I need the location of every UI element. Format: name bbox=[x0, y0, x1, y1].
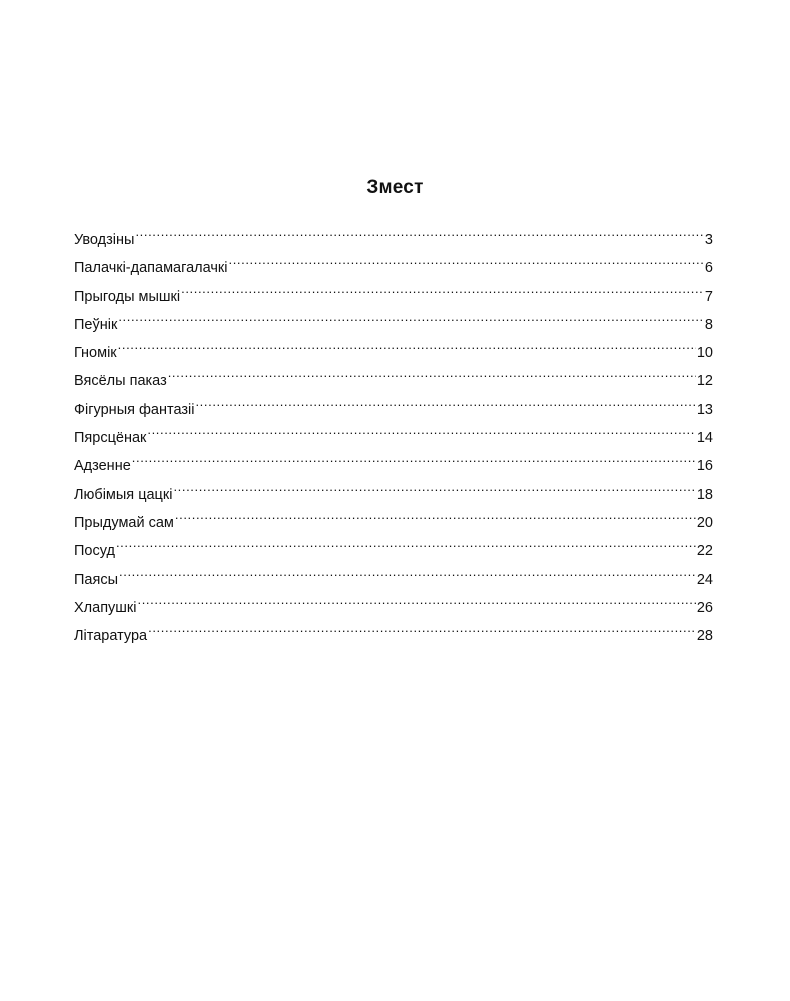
toc-entry-label: Фігурныя фантазіі bbox=[74, 401, 195, 418]
toc-entry-page: 3 bbox=[704, 232, 713, 248]
toc-dot-leader bbox=[116, 531, 696, 555]
toc-entry[interactable] bbox=[74, 588, 713, 616]
toc-entry[interactable] bbox=[74, 475, 713, 503]
toc-entry-page: 16 bbox=[696, 458, 713, 475]
toc-dot-leader bbox=[118, 305, 704, 329]
toc-entry-label: Посуд bbox=[74, 543, 115, 560]
toc-entry[interactable] bbox=[74, 305, 713, 333]
toc-entry-label: Пеўнік bbox=[74, 316, 118, 333]
toc-entry-label: Літаратура bbox=[74, 628, 148, 645]
toc-entry[interactable] bbox=[74, 531, 713, 559]
toc-entry-label: Хлапушкі bbox=[74, 599, 137, 616]
toc-entry-page: 14 bbox=[696, 430, 713, 447]
toc-dot-leader bbox=[138, 588, 696, 612]
toc-entry[interactable] bbox=[74, 361, 713, 389]
toc-entry-label: Вясёлы паказ bbox=[74, 373, 167, 390]
toc-entry[interactable] bbox=[74, 390, 713, 418]
toc-entry-label: Прыдумай сам bbox=[74, 514, 174, 531]
toc-entry-label: Адзенне bbox=[74, 458, 131, 475]
toc-entry-page: 8 bbox=[704, 316, 713, 333]
toc-entry-label: Уводзіны bbox=[74, 232, 135, 248]
toc-entry-page: 28 bbox=[696, 628, 713, 645]
toc-entry-label: Любімыя цацкі bbox=[74, 486, 173, 503]
toc-title: Змест bbox=[366, 176, 424, 198]
toc-dot-leader bbox=[168, 361, 696, 385]
toc-entry-page: 13 bbox=[696, 401, 713, 418]
toc-entry-page: 7 bbox=[704, 288, 713, 305]
toc-dot-leader bbox=[118, 333, 696, 357]
toc-entry-page: 24 bbox=[696, 571, 713, 588]
toc-entry[interactable] bbox=[74, 418, 713, 446]
toc-entry-page: 26 bbox=[696, 599, 713, 616]
toc-entry-page: 12 bbox=[696, 373, 713, 390]
toc-entry[interactable] bbox=[74, 220, 713, 248]
toc-dot-leader bbox=[119, 560, 696, 584]
toc-entry[interactable] bbox=[74, 277, 713, 305]
toc-entry-label: Прыгоды мышкі bbox=[74, 288, 181, 305]
toc-entry-page: 20 bbox=[696, 514, 713, 531]
toc-entry[interactable] bbox=[74, 503, 713, 531]
toc-entry-page: 22 bbox=[696, 543, 713, 560]
toc-entry[interactable] bbox=[74, 248, 713, 276]
toc-dot-leader bbox=[181, 277, 704, 301]
toc-entry-page: 6 bbox=[704, 260, 713, 277]
toc-entry-label: Палачкі-дапамагалачкі bbox=[74, 260, 228, 277]
toc-dot-leader bbox=[148, 616, 696, 640]
toc-dot-leader bbox=[147, 418, 695, 442]
toc-entry-page: 10 bbox=[696, 345, 713, 362]
toc-entry-label: Паясы bbox=[74, 571, 119, 588]
toc-dot-leader bbox=[175, 503, 696, 527]
toc-entry-label: Пярсцёнак bbox=[74, 430, 147, 447]
toc-entry[interactable] bbox=[74, 446, 713, 474]
toc-dot-leader bbox=[135, 220, 703, 244]
toc-dot-leader bbox=[195, 390, 695, 414]
toc-dot-leader bbox=[132, 446, 696, 470]
toc-entry[interactable] bbox=[74, 333, 713, 361]
toc-entry[interactable] bbox=[74, 616, 713, 644]
toc-entry[interactable] bbox=[74, 560, 713, 588]
table-of-contents bbox=[74, 220, 713, 644]
toc-entry-label: Гномік bbox=[74, 345, 117, 362]
toc-dot-leader bbox=[228, 248, 703, 272]
toc-entry-page: 18 bbox=[696, 486, 713, 503]
toc-dot-leader bbox=[173, 475, 695, 499]
